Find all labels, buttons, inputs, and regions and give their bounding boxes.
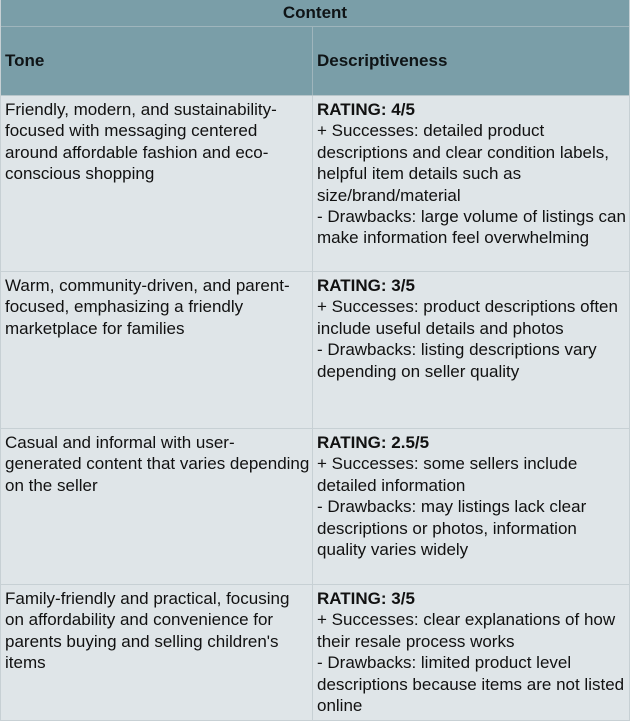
table-row <box>1 96 629 272</box>
descriptiveness-cell <box>312 96 629 271</box>
descriptiveness-cell <box>312 429 629 584</box>
rating-label: RATING: 3/5 <box>317 589 415 608</box>
rating-label: RATING: 4/5 <box>317 100 415 119</box>
drawbacks-text: - Drawbacks: listing descriptions vary depending on seller quality <box>317 340 597 381</box>
drawbacks-text: - Drawbacks: limited product level descriptions because items are not listed online <box>317 653 625 716</box>
successes-text: + Successes: some sellers include detailed information <box>317 454 578 495</box>
successes-text: + Successes: product descriptions often include useful details and photos <box>317 297 618 338</box>
descriptiveness-cell <box>312 272 629 428</box>
column-header-descriptiveness: Descriptiveness <box>312 27 629 95</box>
table-title-row <box>1 0 629 27</box>
drawbacks-text: - Drawbacks: large volume of listings can make information feel overwhelming <box>317 207 626 248</box>
successes-text: + Successes: clear explanations of how their resale process works <box>317 610 616 651</box>
descriptiveness-cell <box>312 585 629 720</box>
rating-label: RATING: 2.5/5 <box>317 433 430 452</box>
tone-cell: Family-friendly and practical, focusing on affordability and convenience for parents buying and selling children's items <box>5 589 290 673</box>
rating-label: RATING: 3/5 <box>317 276 415 295</box>
successes-text: + Successes: detailed product descriptions and clear condition labels, helpful item details such as size/brand/material <box>317 121 610 205</box>
table-row <box>1 585 629 721</box>
table-row <box>1 429 629 585</box>
drawbacks-text: - Drawbacks: may listings lack clear descriptions or photos, information quality varies widely <box>317 497 587 560</box>
tone-cell: Friendly, modern, and sustainability-focused with messaging centered around affordable fashion and eco-conscious shopping <box>5 100 277 184</box>
column-header-tone: Tone <box>5 51 45 70</box>
table-header-row <box>1 27 629 96</box>
table-row <box>1 272 629 429</box>
tone-cell: Warm, community-driven, and parent-focused, emphasizing a friendly marketplace for families <box>5 276 290 338</box>
table-title: Content <box>282 3 348 22</box>
tone-cell: Casual and informal with user-generated content that varies depending on the seller <box>5 433 310 495</box>
